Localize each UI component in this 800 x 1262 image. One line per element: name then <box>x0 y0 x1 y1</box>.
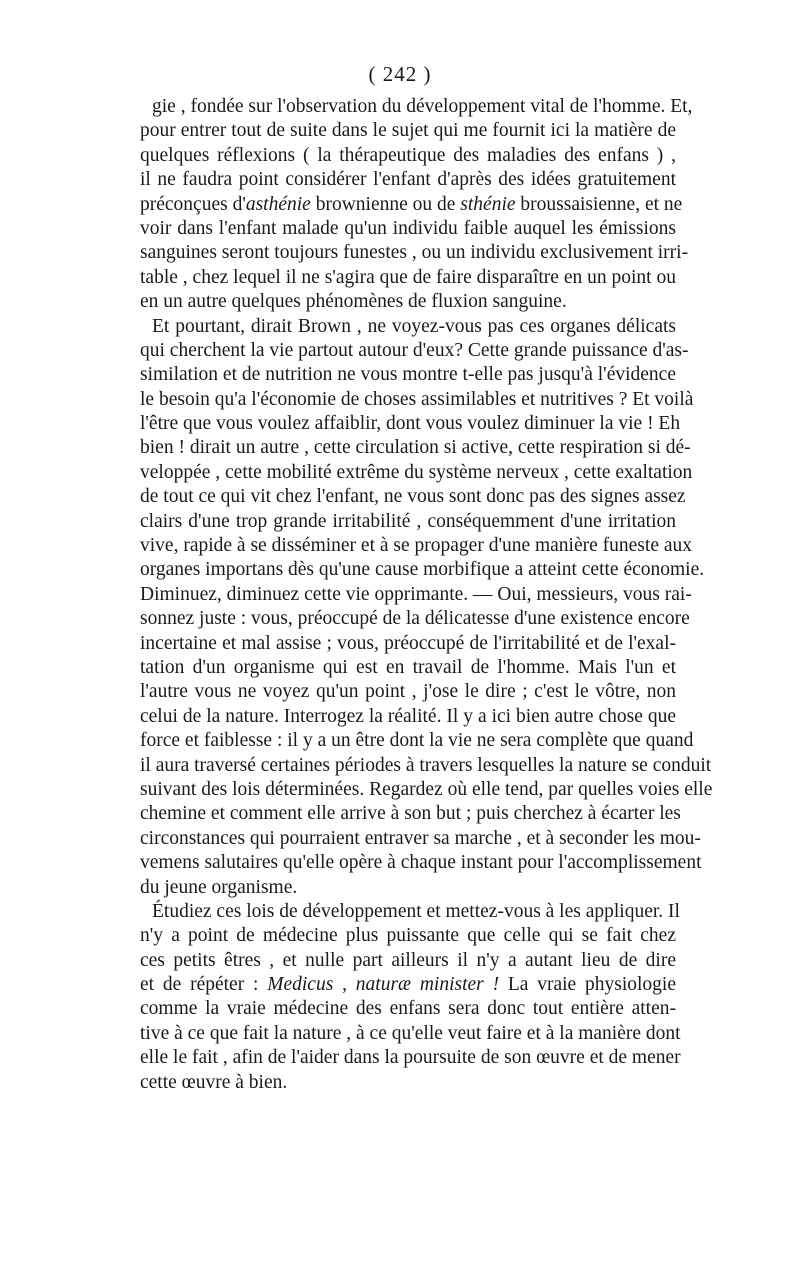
text-line: Diminuez, diminuez cette vie opprimante. — Oui, messieurs, vous rai- <box>140 583 692 605</box>
text-line: circonstances qui pourraient entraver sa marche , et à seconder les mou- <box>140 827 701 849</box>
text-line: organes importans dès qu'une cause morbifique a atteint cette économie. <box>140 559 705 581</box>
text-line: et de répéter : Medicus , naturæ minister ! La vraie physiologie <box>140 974 677 996</box>
text-line: bien ! dirait un autre , cette circulation si active, cette respiration si dé- <box>140 437 691 459</box>
text-line: tation d'un organisme qui est en travail de l'homme. Mais l'un et <box>140 656 676 678</box>
text-line: similation et de nutrition ne vous montre t-elle pas jusqu'à l'évidence <box>140 364 676 386</box>
text-line: table , chez lequel il ne s'agira que de faire disparaître en un point ou <box>140 266 676 288</box>
text-line: Et pourtant, dirait Brown , ne voyez-vous pas ces organes délicats <box>152 315 676 337</box>
text-line: vive, rapide à se disséminer et à se propager d'une manière funeste aux <box>140 535 692 557</box>
text-line: sanguines seront toujours funestes , ou un individu exclusivement irri- <box>140 242 689 264</box>
text-line: en un autre quelques phénomènes de fluxion sanguine. <box>140 291 567 313</box>
text-line: elle le fait , afin de l'aider dans la poursuite de son œuvre et de mener <box>140 1047 681 1069</box>
text-line: vemens salutaires qu'elle opère à chaque instant pour l'accomplissement <box>140 852 702 874</box>
text-line: pour entrer tout de suite dans le sujet qui me fournit ici la matière de <box>140 120 676 142</box>
text-line: du jeune organisme. <box>140 876 298 898</box>
text-line: qui cherchent la vie partout autour d'eux? Cette grande puissance d'as- <box>140 339 689 361</box>
italic-term: Medicus <box>267 974 334 996</box>
text-line: veloppée , cette mobilité extrême du système nerveux , cette exaltation <box>140 461 693 483</box>
italic-term: naturæ minister ! <box>355 974 500 996</box>
text-line: Étudiez ces lois de développement et mettez-vous à les appliquer. Il <box>152 900 680 922</box>
text-line: préconçues d'asthénie brownienne ou de sthénie broussaisienne, et ne <box>140 193 683 215</box>
text-line: comme la vraie médecine des enfans sera donc tout entière atten- <box>140 998 676 1020</box>
text-line: l'autre vous ne voyez qu'un point , j'ose le dire ; c'est le vôtre, non <box>140 681 676 703</box>
text-line: quelques réflexions ( la thérapeutique des maladies des enfans ) , <box>140 144 676 166</box>
text-line: incertaine et mal assise ; vous, préoccupé de l'irritabilité et de l'exal- <box>140 632 676 654</box>
text-line: cette œuvre à bien. <box>140 1071 288 1093</box>
text-line: il aura traversé certaines périodes à travers lesquelles la nature se conduit <box>140 754 712 776</box>
text-line: ces petits êtres , et nulle part ailleurs il n'y a autant lieu de dire <box>140 949 676 971</box>
text-line: gie , fondée sur l'observation du développement vital de l'homme. Et, <box>152 96 693 117</box>
text-line: de tout ce qui vit chez l'enfant, ne vous sont donc pas des signes assez <box>140 486 686 508</box>
text-line: force et faiblesse : il y a un être dont la vie ne sera complète que quand <box>140 730 694 752</box>
text-line: le besoin qu'a l'économie de choses assimilables et nutritives ? Et voilà <box>140 388 694 410</box>
text-line: suivant des lois déterminées. Regardez où elle tend, par quelles voies elle <box>140 778 713 800</box>
italic-term: sthénie <box>460 193 516 215</box>
paragraph <box>140 95 693 315</box>
text-line: clairs d'une trop grande irritabilité , conséquemment d'une irritation <box>140 510 676 532</box>
page-number: ( 242 ) <box>368 62 432 86</box>
text-line: sonnez juste : vous, préoccupé de la délicatesse d'une existence encore <box>140 608 690 630</box>
text-line: tive à ce que fait la nature , à ce qu'elle veut faire et à la manière dont <box>140 1022 681 1044</box>
text-line: celui de la nature. Interrogez la réalité. Il y a ici bien autre chose que <box>140 705 676 727</box>
paragraph <box>140 900 681 1095</box>
text-line: chemine et comment elle arrive à son but ; puis cherchez à écarter les <box>140 803 681 825</box>
italic-term: asthénie <box>245 193 311 215</box>
text-line: l'être que vous voulez affaiblir, dont vous voulez diminuer la vie ! Eh <box>140 413 681 435</box>
text-line: il ne faudra point considérer l'enfant d'après des idées gratuitement <box>140 169 676 191</box>
text-line: voir dans l'enfant malade qu'un individu faible auquel les émissions <box>140 217 676 239</box>
body-text <box>140 95 713 1095</box>
paragraph <box>140 315 713 900</box>
text-line: n'y a point de médecine plus puissante que celle qui se fait chez <box>140 925 676 947</box>
